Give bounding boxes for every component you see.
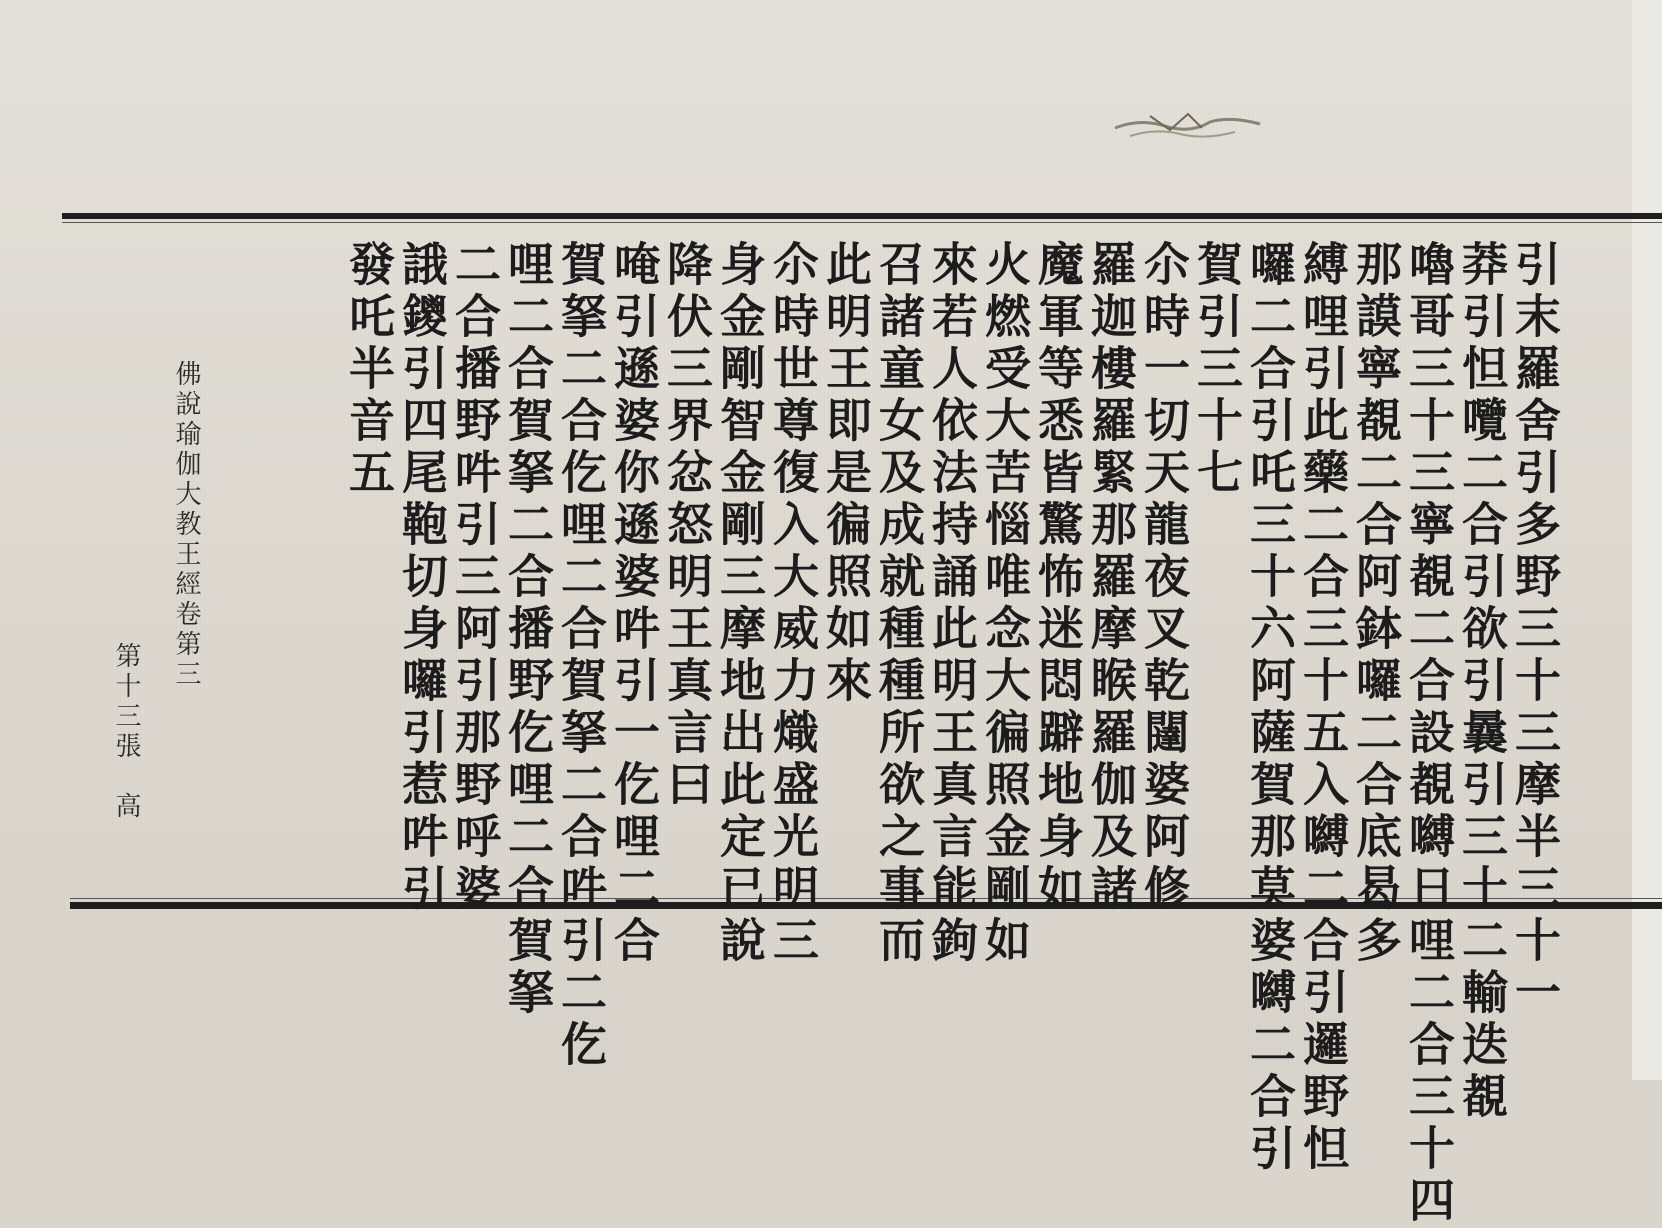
paper-edge	[1632, 0, 1662, 1080]
text-column: 縛哩引此藥二合三十五入嚩二合引邏野怛	[1296, 240, 1350, 1176]
text-column: 來若人依法持誦此明王真言能鉤	[925, 240, 979, 968]
marginal-sutra-title: 佛說瑜伽大教王經卷第三	[171, 360, 201, 690]
text-column: 身金剛智金剛三摩地出此定已說	[713, 240, 767, 968]
text-column: 尒時一切天龍夜叉乾闥婆阿修	[1137, 240, 1191, 916]
text-column: 此明王即是徧照如來	[819, 240, 873, 708]
text-column: 賀拏二合仡哩二合賀拏二合吽引二仡	[554, 240, 608, 1072]
text-column: 尒時世尊復入大威力熾盛光明三	[766, 240, 820, 968]
paper-fiber-mark	[1110, 98, 1270, 148]
text-column: 發吒半音五	[342, 240, 396, 500]
text-column: 召諸童女及成就種種所欲之事而	[872, 240, 926, 968]
text-column: 嚕哥三十三寧覩二合設覩嚩日哩二合三十四	[1402, 240, 1456, 1228]
text-column: 火燃受大苦惱唯念大徧照金剛如	[978, 240, 1032, 968]
text-column: 誐鑁引四尾鞄切身囉引惹吽引	[395, 240, 449, 916]
marginal-sheet-number: 第十三張	[111, 642, 141, 762]
scripture-text-block	[112, 222, 1562, 1228]
text-column: 莽引怛囕二合引欲引曩引三十二輸迭覩	[1455, 240, 1509, 1124]
text-column: 二合播野吽引三阿引那野呼婆	[448, 240, 502, 916]
text-column: 降伏三界忿怒明王真言曰	[660, 240, 714, 812]
text-column: 那謨寧覩二合阿鉢囉二合底曷多	[1349, 240, 1403, 968]
marginal-carver-mark: 高	[111, 792, 141, 822]
text-column: 賀引三十七	[1190, 240, 1244, 500]
text-column: 魔軍等悉皆驚怖迷悶躃地身如	[1031, 240, 1085, 916]
text-column: 引末羅舍引多野三十三摩半三十一	[1508, 240, 1562, 1020]
text-column: 哩二合賀拏二合播野仡哩二合賀拏	[501, 240, 555, 1020]
text-column: 唵引遜婆你遜婆吽引一仡哩二合	[607, 240, 661, 968]
frame-top-border	[62, 213, 1662, 219]
text-column: 囉二合引吒三十六阿薩賀那莫婆嚩二合引	[1243, 240, 1297, 1176]
text-column: 羅迦樓羅緊那羅摩睺羅伽及諸	[1084, 240, 1138, 916]
